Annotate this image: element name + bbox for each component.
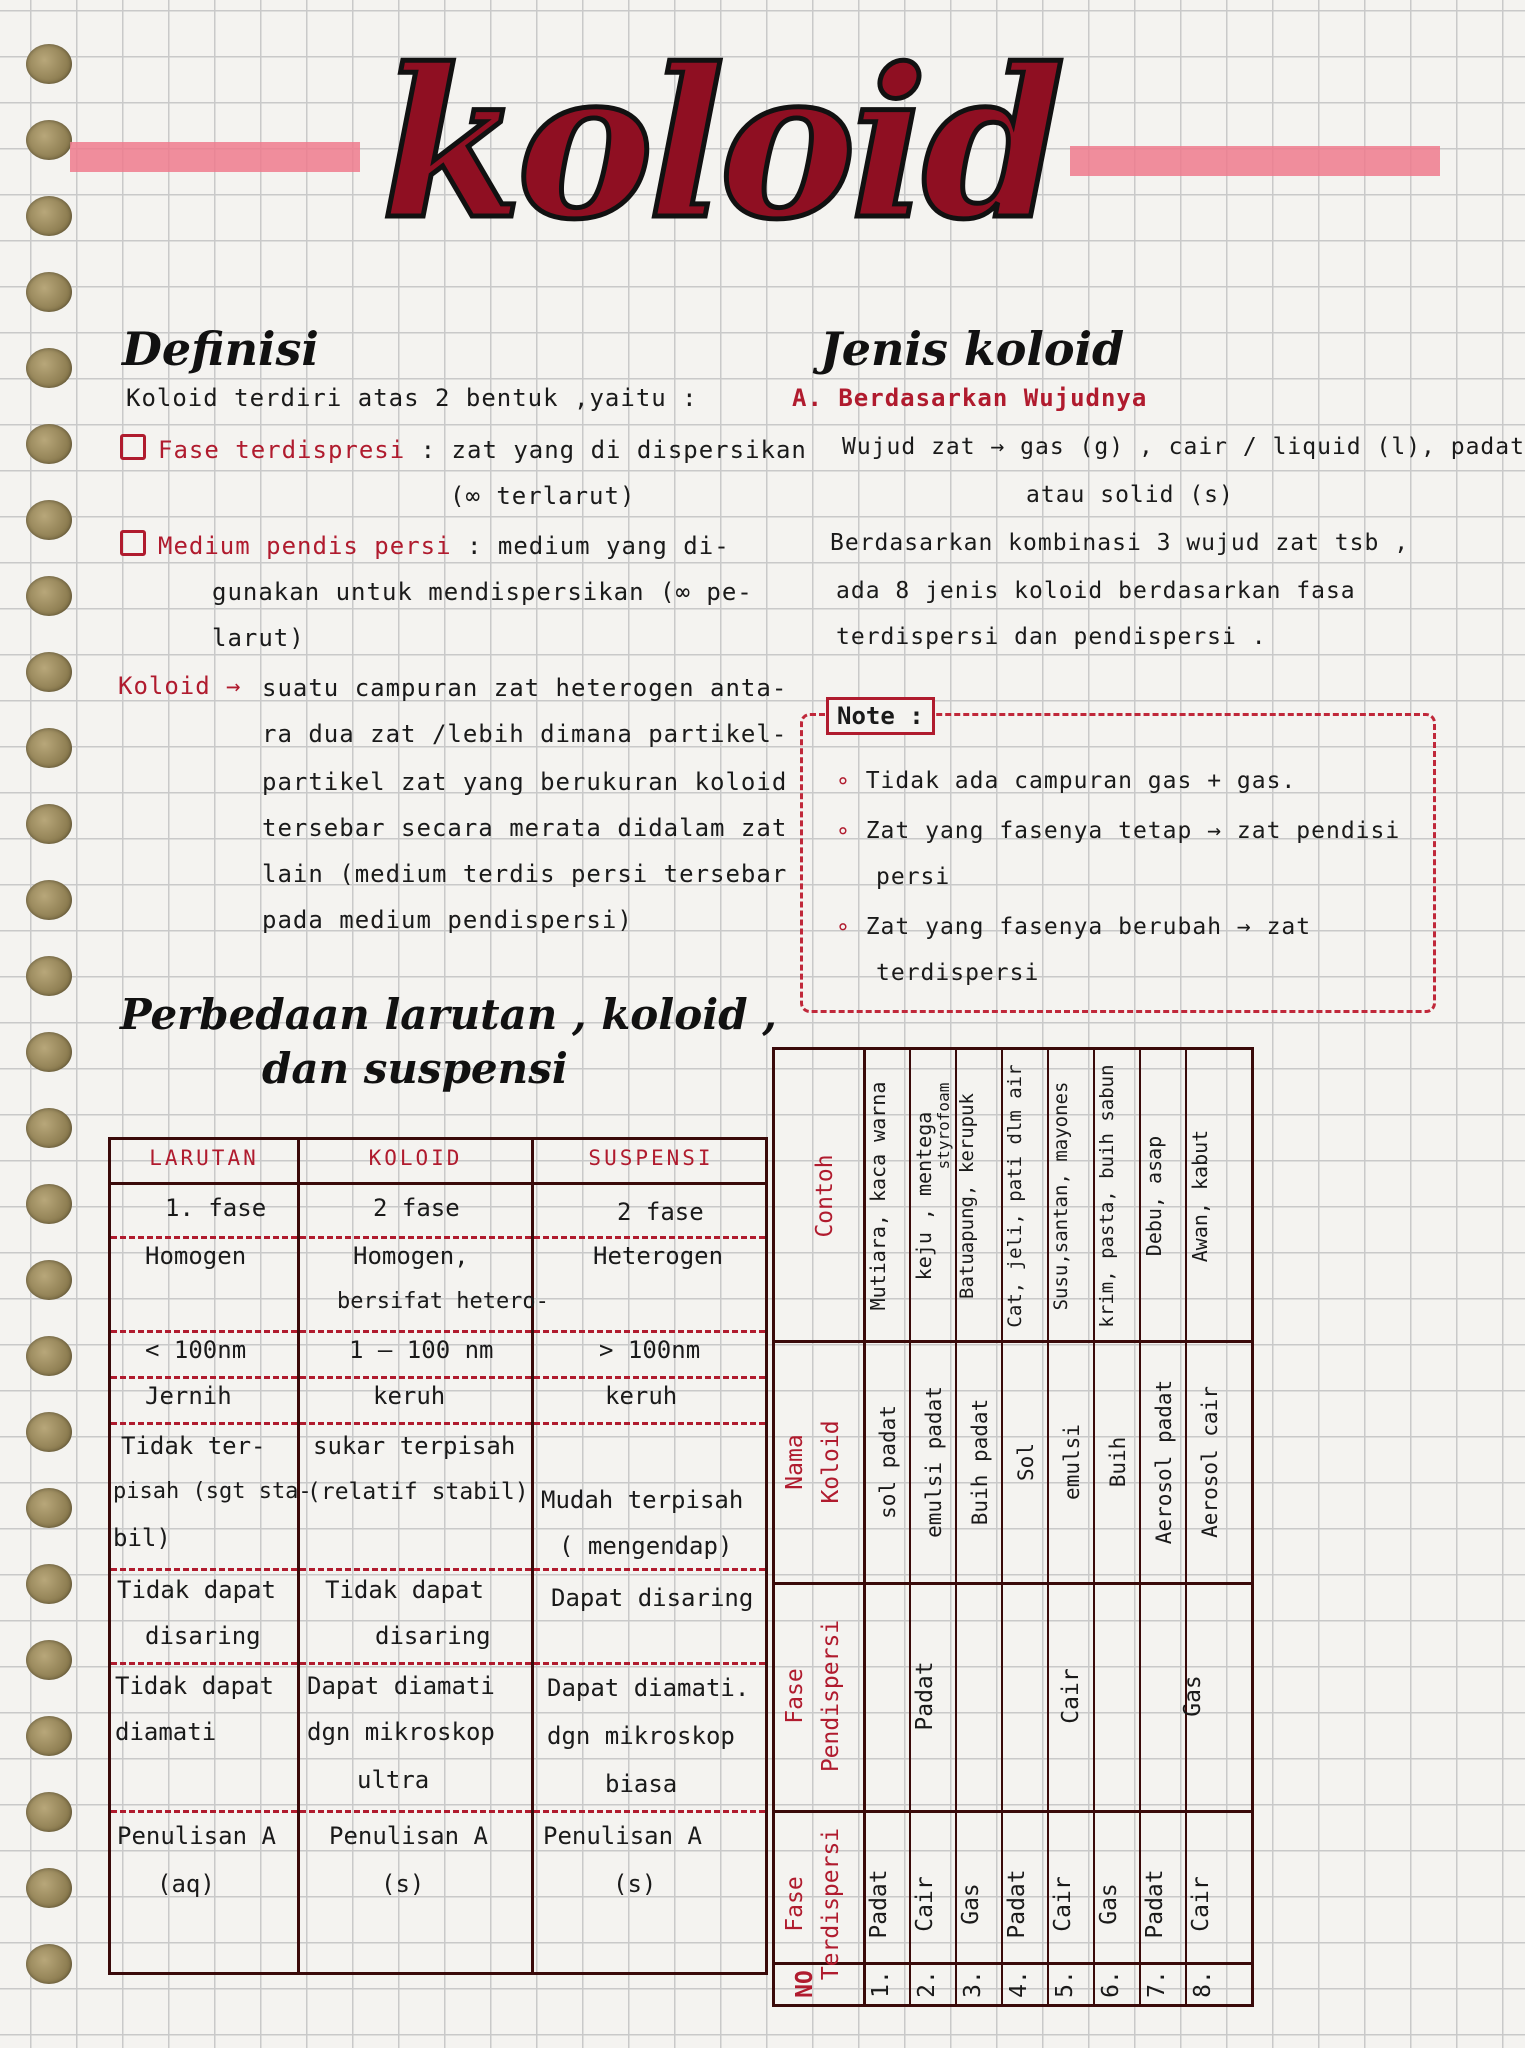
- comparison-table: [108, 1137, 768, 1975]
- pendispersi-cell: Gas: [1180, 1675, 1206, 1717]
- larutan-cell: diamati: [115, 1718, 217, 1746]
- bullet-icon: ∘: [836, 818, 866, 844]
- fase-terdispersi-row: [120, 434, 807, 464]
- note-label: Note :: [826, 697, 935, 735]
- no-cell: 1.: [868, 1970, 894, 1998]
- binder-hole: [26, 880, 72, 920]
- larutan-cell: < 100nm: [145, 1336, 247, 1364]
- koloid-cell: (s): [381, 1870, 425, 1898]
- nama-cell: Buih: [1106, 1436, 1130, 1488]
- jenis-line: atau solid (s): [1026, 482, 1234, 508]
- jenis-line: terdispersi dan pendispersi .: [836, 624, 1267, 650]
- jenis-subheading: A. Berdasarkan Wujudnya: [792, 384, 1148, 412]
- suspensi-cell: Heterogen: [593, 1242, 724, 1270]
- jenis-line: Berdasarkan kombinasi 3 wujud zat tsb ,: [830, 530, 1410, 556]
- binder-hole: [26, 1716, 72, 1756]
- larutan-cell: disaring: [145, 1622, 261, 1650]
- contoh-cell: krim, pasta, buih sabun: [1096, 1064, 1118, 1328]
- header-pendispersi: Pendispersi: [818, 1619, 844, 1773]
- binder-hole: [26, 1488, 72, 1528]
- koloid-cell: Homogen,: [353, 1242, 469, 1270]
- koloid-def-line: lain (medium terdis persi tersebar: [262, 860, 788, 888]
- binder-hole: [26, 44, 72, 84]
- binder-hole: [26, 728, 72, 768]
- jenis-heading: Jenis koloid: [820, 322, 1125, 376]
- definisi-heading: Definisi: [122, 322, 319, 376]
- pendispersi-cell: Cair: [1058, 1668, 1084, 1724]
- binder-hole: [26, 1412, 72, 1452]
- note-item: ∘ Tidak ada campuran gas + gas.: [836, 768, 1297, 794]
- terdispersi-cell: Cair: [1050, 1876, 1076, 1932]
- binder-hole: [26, 1564, 72, 1604]
- larutan-cell: Penulisan A: [117, 1822, 276, 1850]
- binder-hole: [26, 1944, 72, 1984]
- binder-hole: [26, 652, 72, 692]
- koloid-def-line: partikel zat yang berukuran koloid: [262, 768, 788, 796]
- koloid-cell: 1 – 100 nm: [349, 1336, 494, 1364]
- jenis-line: Wujud zat → gas (g) , cair / liquid (l), padat: [842, 434, 1525, 460]
- binder-hole: [26, 348, 72, 388]
- medium-pendispersi-text3: larut): [212, 624, 305, 652]
- suspensi-cell: keruh: [605, 1382, 678, 1410]
- checkbox-icon: [120, 434, 146, 460]
- larutan-cell: 1. fase: [165, 1194, 267, 1222]
- binder-hole: [26, 1032, 72, 1072]
- no-cell: 2.: [914, 1970, 940, 1998]
- binder-hole: [26, 272, 72, 312]
- header-koloid: Koloid: [818, 1420, 844, 1504]
- fase-terdispersi-label: Fase terdispresi: [158, 436, 406, 464]
- terdispersi-cell: Cair: [912, 1876, 938, 1932]
- no-cell: 5.: [1052, 1970, 1078, 1998]
- larutan-cell: Homogen: [145, 1242, 247, 1270]
- note-item-cont: persi: [876, 864, 951, 890]
- koloid-def-line: ra dua zat /lebih dimana partikel-: [262, 720, 788, 748]
- medium-pendispersi-row: [120, 530, 730, 560]
- pendispersi-cell: Padat: [912, 1661, 938, 1731]
- binder-hole: [26, 1260, 72, 1300]
- binder-hole: [26, 1184, 72, 1224]
- note-item: ∘ Zat yang fasenya berubah → zat: [836, 914, 1312, 940]
- terdispersi-cell: Padat: [866, 1869, 892, 1939]
- contoh-cell-extra: styrofoam: [934, 1082, 953, 1170]
- koloid-def-line: tersebar secara merata didalam zat: [262, 814, 788, 842]
- binder-hole: [26, 804, 72, 844]
- title-highlight-left: [70, 142, 360, 172]
- terdispersi-cell: Gas: [958, 1883, 984, 1925]
- koloid-cell: keruh: [373, 1382, 446, 1410]
- nama-cell: emulsi padat: [922, 1386, 946, 1538]
- binder-hole: [26, 120, 72, 160]
- medium-pendispersi-text: : medium yang di-: [467, 532, 730, 560]
- larutan-cell: Jernih: [145, 1382, 232, 1410]
- nama-cell: Aerosol padat: [1152, 1379, 1176, 1545]
- page-title: koloid: [380, 25, 1060, 265]
- koloid-def-line: suatu campuran zat heterogen anta-: [262, 674, 788, 702]
- note-item: ∘ Zat yang fasenya tetap → zat pendisi: [836, 818, 1401, 844]
- binder-hole: [26, 956, 72, 996]
- header-fase-p: Fase: [782, 1668, 808, 1724]
- terdispersi-cell: Cair: [1188, 1876, 1214, 1932]
- header-suspensi: SUSPENSI: [588, 1146, 714, 1170]
- no-cell: 6.: [1098, 1970, 1124, 1998]
- header-nama: Nama: [782, 1434, 808, 1490]
- suspensi-cell: biasa: [605, 1770, 678, 1798]
- binder-hole: [26, 196, 72, 236]
- no-cell: 7.: [1144, 1970, 1170, 1998]
- binder-hole: [26, 1868, 72, 1908]
- binder-hole: [26, 576, 72, 616]
- header-fase-t: Fase: [782, 1876, 808, 1932]
- contoh-cell: Susu,santan, mayones: [1050, 1081, 1072, 1311]
- contoh-cell: Mutiara, kaca warna: [866, 1081, 890, 1311]
- header-terdispersi: Terdispersi: [818, 1827, 844, 1981]
- terdispersi-cell: Gas: [1096, 1883, 1122, 1925]
- nama-cell: Buih padat: [968, 1398, 992, 1526]
- koloid-cell: 2 fase: [373, 1194, 460, 1222]
- larutan-cell: Tidak dapat: [115, 1672, 274, 1700]
- koloid-cell: ultra: [357, 1766, 430, 1794]
- nama-cell: emulsi: [1060, 1424, 1084, 1500]
- suspensi-cell: ( mengendap): [559, 1532, 733, 1560]
- contoh-cell: Debu, asap: [1142, 1135, 1166, 1257]
- koloid-cell: bersifat hetero-: [337, 1289, 549, 1314]
- perbedaan-heading-1: Perbedaan larutan , koloid ,: [120, 990, 777, 1039]
- koloid-cell: dgn mikroskop: [307, 1718, 495, 1746]
- contoh-cell: Batuapung, kerupuk: [956, 1093, 978, 1299]
- koloid-cell: (relatif stabil): [307, 1479, 529, 1505]
- binder-hole: [26, 1336, 72, 1376]
- definisi-intro: Koloid terdiri atas 2 bentuk ,yaitu :: [126, 384, 698, 412]
- binder-hole: [26, 424, 72, 464]
- no-cell: 3.: [960, 1970, 986, 1998]
- koloid-def-line: pada medium pendispersi): [262, 906, 633, 934]
- nama-cell: Aerosol cair: [1198, 1386, 1222, 1538]
- contoh-cell: keju , mentega: [912, 1111, 936, 1281]
- bullet-icon: ∘: [836, 768, 866, 794]
- header-larutan: LARUTAN: [149, 1146, 259, 1170]
- nama-cell: Sol: [1014, 1443, 1038, 1481]
- suspensi-cell: (s): [613, 1870, 657, 1898]
- suspensi-cell: Dapat diamati.: [547, 1674, 750, 1702]
- binder-hole: [26, 1792, 72, 1832]
- suspensi-cell: Mudah terpisah: [541, 1486, 744, 1514]
- no-cell: 8.: [1190, 1970, 1216, 1998]
- koloid-cell: Dapat diamati: [307, 1672, 495, 1700]
- suspensi-cell: Penulisan A: [543, 1822, 702, 1850]
- terdispersi-cell: Padat: [1142, 1869, 1168, 1939]
- no-cell: 4.: [1006, 1970, 1032, 1998]
- suspensi-cell: 2 fase: [617, 1198, 704, 1226]
- contoh-cell: Awan, kabut: [1188, 1129, 1212, 1263]
- header-contoh: Contoh: [812, 1154, 838, 1238]
- koloid-cell: sukar terpisah: [313, 1432, 516, 1460]
- koloid-cell: Tidak dapat: [325, 1576, 484, 1604]
- perbedaan-heading-2: dan suspensi: [262, 1044, 568, 1093]
- header-koloid: KOLOID: [368, 1146, 463, 1170]
- koloid-cell: disaring: [375, 1622, 491, 1650]
- suspensi-cell: dgn mikroskop: [547, 1722, 735, 1750]
- larutan-cell: (aq): [157, 1870, 215, 1898]
- suspensi-cell: Dapat disaring: [551, 1584, 754, 1612]
- medium-pendispersi-text2: gunakan untuk mendispersikan (∞ pe-: [212, 578, 753, 606]
- bullet-icon: ∘: [836, 914, 866, 940]
- checkbox-icon: [120, 530, 146, 556]
- binder-hole: [26, 1108, 72, 1148]
- koloid-cell: Penulisan A: [329, 1822, 488, 1850]
- medium-pendispersi-label: Medium pendis persi: [158, 532, 452, 560]
- suspensi-cell: > 100nm: [599, 1336, 701, 1364]
- fase-terdispersi-note: (∞ terlarut): [450, 482, 636, 510]
- binder-hole: [26, 1640, 72, 1680]
- header-no: NO: [792, 1970, 818, 1998]
- larutan-cell: Tidak dapat: [117, 1576, 276, 1604]
- larutan-cell: bil): [113, 1524, 171, 1552]
- terdispersi-cell: Padat: [1004, 1869, 1030, 1939]
- larutan-cell: pisah (sgt sta-: [113, 1479, 312, 1504]
- title-highlight-right: [1070, 146, 1440, 176]
- nama-cell: sol padat: [876, 1405, 900, 1519]
- note-item-cont: terdispersi: [876, 960, 1040, 986]
- larutan-cell: Tidak ter-: [121, 1432, 266, 1460]
- contoh-cell: Cat, jeli, pati dlm air: [1004, 1064, 1026, 1328]
- binder-hole: [26, 500, 72, 540]
- jenis-line: ada 8 jenis koloid berdasarkan fasa: [836, 578, 1356, 604]
- koloid-label: Koloid →: [118, 672, 242, 700]
- fase-terdispersi-text: : zat yang di dispersikan: [420, 436, 807, 464]
